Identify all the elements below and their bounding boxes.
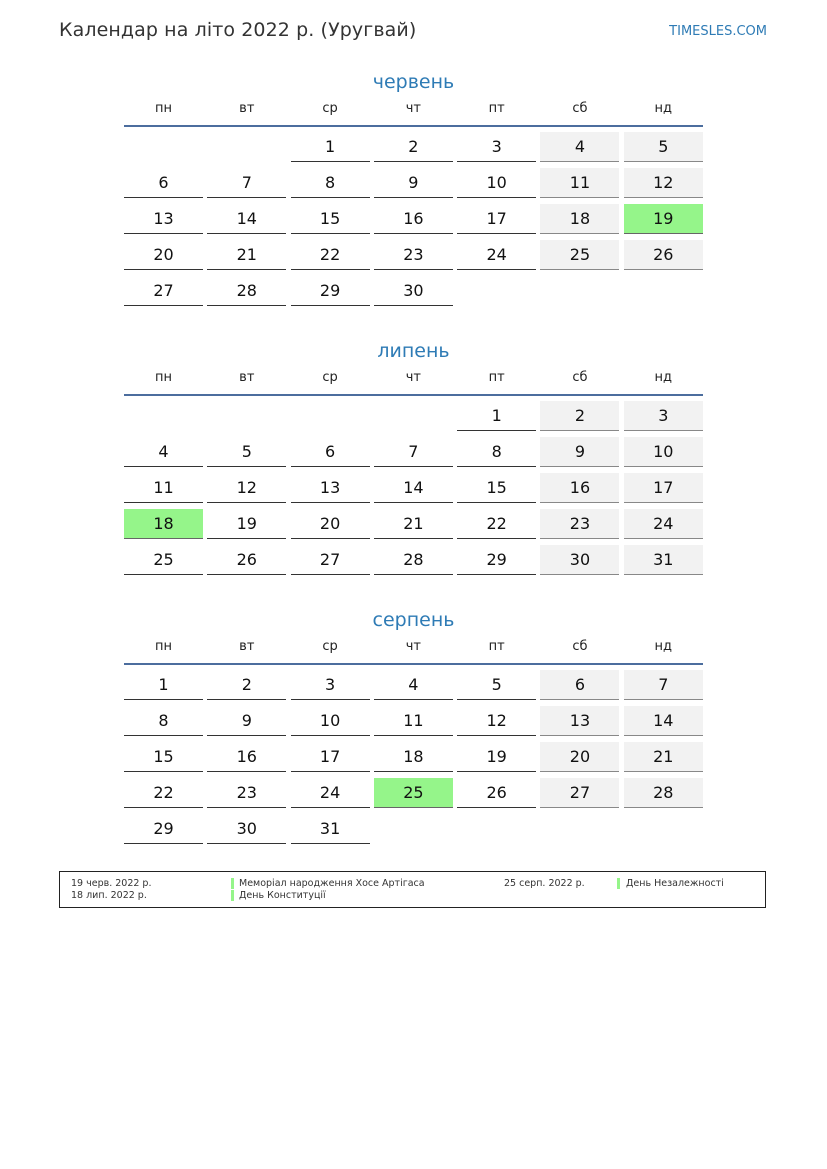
day-cell: 24: [624, 509, 703, 539]
day-cell: 31: [624, 545, 703, 575]
weekday-label: вт: [239, 101, 255, 116]
day-cell: 19: [457, 742, 536, 772]
weekday-label: нд: [654, 101, 673, 116]
weekday-label: сб: [572, 101, 588, 116]
day-cell: 27: [124, 276, 203, 306]
day-cell: 12: [457, 706, 536, 736]
day-cell: 27: [540, 778, 619, 808]
day-cell: 14: [624, 706, 703, 736]
day-cell: 13: [291, 473, 370, 503]
legend-date: 19 черв. 2022 р.: [71, 878, 152, 889]
weekday-header: [124, 370, 703, 396]
day-cell: 28: [207, 276, 286, 306]
day-cell: 8: [124, 706, 203, 736]
day-cell: 25: [124, 545, 203, 575]
day-cell: 29: [457, 545, 536, 575]
day-cell: 12: [207, 473, 286, 503]
day-cell: 26: [624, 240, 703, 270]
day-cell: 26: [207, 545, 286, 575]
day-cell: 21: [374, 509, 453, 539]
day-cell: 7: [374, 437, 453, 467]
day-cell: 10: [624, 437, 703, 467]
day-cell: 5: [624, 132, 703, 162]
day-cell: 24: [457, 240, 536, 270]
legend-name: День Конституції: [239, 890, 326, 901]
day-cell: 27: [291, 545, 370, 575]
day-cell: 1: [457, 401, 536, 431]
weekday-header: [124, 101, 703, 127]
day-cell: 10: [457, 168, 536, 198]
day-cell: 31: [291, 814, 370, 844]
day-cell: 29: [291, 276, 370, 306]
day-cell: 26: [457, 778, 536, 808]
weekday-label: чт: [405, 639, 422, 654]
day-cell: 23: [540, 509, 619, 539]
legend-color-marker: [231, 890, 234, 901]
day-cell: 28: [624, 778, 703, 808]
day-cell: 2: [207, 670, 286, 700]
day-cell: 22: [124, 778, 203, 808]
day-cell: 11: [374, 706, 453, 736]
day-cell: 24: [291, 778, 370, 808]
empty-cell: [207, 401, 286, 431]
holiday-day-cell: 19: [624, 204, 703, 234]
day-cell: 28: [374, 545, 453, 575]
page-title: Календар на літо 2022 р. (Уругвай): [59, 19, 417, 41]
day-cell: 16: [374, 204, 453, 234]
month-calendar: [124, 337, 703, 580]
weekday-label: пн: [155, 639, 172, 654]
day-cell: 15: [124, 742, 203, 772]
day-cell: 5: [457, 670, 536, 700]
month-title: липень: [377, 340, 450, 362]
day-cell: 15: [457, 473, 536, 503]
weekday-label: ср: [322, 101, 338, 116]
day-cell: 3: [624, 401, 703, 431]
day-cell: 4: [124, 437, 203, 467]
day-cell: 21: [624, 742, 703, 772]
weekday-label: сб: [572, 639, 588, 654]
weekday-label: чт: [405, 101, 422, 116]
day-cell: 23: [374, 240, 453, 270]
day-cell: 1: [291, 132, 370, 162]
empty-cell: [124, 132, 203, 162]
day-cell: 22: [291, 240, 370, 270]
day-cell: 18: [374, 742, 453, 772]
day-cell: 13: [124, 204, 203, 234]
day-cell: 23: [207, 778, 286, 808]
day-cell: 9: [540, 437, 619, 467]
month-title: червень: [372, 71, 455, 93]
legend-color-marker: [231, 878, 234, 889]
legend-name: Меморіал народження Хосе Артігаса: [239, 878, 425, 889]
day-grid: [124, 401, 703, 580]
day-cell: 22: [457, 509, 536, 539]
weekday-label: пт: [488, 101, 505, 116]
legend-item: [71, 878, 471, 890]
legend-date: 18 лип. 2022 р.: [71, 890, 147, 901]
weekday-label: нд: [654, 639, 673, 654]
month-calendar: [124, 68, 703, 311]
weekday-label: вт: [239, 370, 255, 385]
day-cell: 29: [124, 814, 203, 844]
empty-cell: [291, 401, 370, 431]
day-cell: 14: [207, 204, 286, 234]
day-cell: 8: [457, 437, 536, 467]
weekday-label: ср: [322, 639, 338, 654]
legend-color-marker: [617, 878, 620, 889]
day-cell: 25: [540, 240, 619, 270]
day-cell: 8: [291, 168, 370, 198]
day-cell: 6: [291, 437, 370, 467]
day-cell: 21: [207, 240, 286, 270]
day-cell: 9: [207, 706, 286, 736]
day-cell: 3: [457, 132, 536, 162]
weekday-label: чт: [405, 370, 422, 385]
day-cell: 9: [374, 168, 453, 198]
day-cell: 2: [374, 132, 453, 162]
day-cell: 30: [207, 814, 286, 844]
day-cell: 16: [540, 473, 619, 503]
site-link[interactable]: TIMESLES.COM: [669, 24, 767, 39]
weekday-label: сб: [572, 370, 588, 385]
day-cell: 1: [124, 670, 203, 700]
holiday-day-cell: 18: [124, 509, 203, 539]
day-cell: 11: [124, 473, 203, 503]
weekday-label: ср: [322, 370, 338, 385]
legend-item: [71, 890, 471, 902]
day-cell: 4: [540, 132, 619, 162]
day-cell: 10: [291, 706, 370, 736]
day-cell: 17: [457, 204, 536, 234]
day-cell: 18: [540, 204, 619, 234]
month-calendar: [124, 606, 703, 849]
weekday-label: пн: [155, 370, 172, 385]
day-cell: 16: [207, 742, 286, 772]
day-cell: 2: [540, 401, 619, 431]
holiday-day-cell: 25: [374, 778, 453, 808]
day-cell: 3: [291, 670, 370, 700]
day-cell: 6: [124, 168, 203, 198]
day-cell: 20: [540, 742, 619, 772]
day-cell: 19: [207, 509, 286, 539]
empty-cell: [374, 401, 453, 431]
day-cell: 7: [624, 670, 703, 700]
day-cell: 11: [540, 168, 619, 198]
day-cell: 5: [207, 437, 286, 467]
day-cell: 4: [374, 670, 453, 700]
empty-cell: [124, 401, 203, 431]
month-title: серпень: [372, 609, 455, 631]
weekday-label: пн: [155, 101, 172, 116]
day-cell: 13: [540, 706, 619, 736]
legend-item: [504, 878, 764, 890]
day-cell: 6: [540, 670, 619, 700]
legend-date: 25 серп. 2022 р.: [504, 878, 585, 889]
weekday-label: нд: [654, 370, 673, 385]
day-cell: 14: [374, 473, 453, 503]
day-cell: 30: [374, 276, 453, 306]
day-cell: 17: [624, 473, 703, 503]
empty-cell: [207, 132, 286, 162]
weekday-header: [124, 639, 703, 665]
day-cell: 20: [124, 240, 203, 270]
day-cell: 20: [291, 509, 370, 539]
day-cell: 12: [624, 168, 703, 198]
day-cell: 30: [540, 545, 619, 575]
day-grid: [124, 670, 703, 849]
weekday-label: пт: [488, 370, 505, 385]
weekday-label: пт: [488, 639, 505, 654]
legend-name: День Незалежності: [626, 878, 724, 889]
weekday-label: вт: [239, 639, 255, 654]
day-grid: [124, 132, 703, 311]
day-cell: 17: [291, 742, 370, 772]
day-cell: 7: [207, 168, 286, 198]
day-cell: 15: [291, 204, 370, 234]
holiday-legend: [59, 871, 766, 908]
